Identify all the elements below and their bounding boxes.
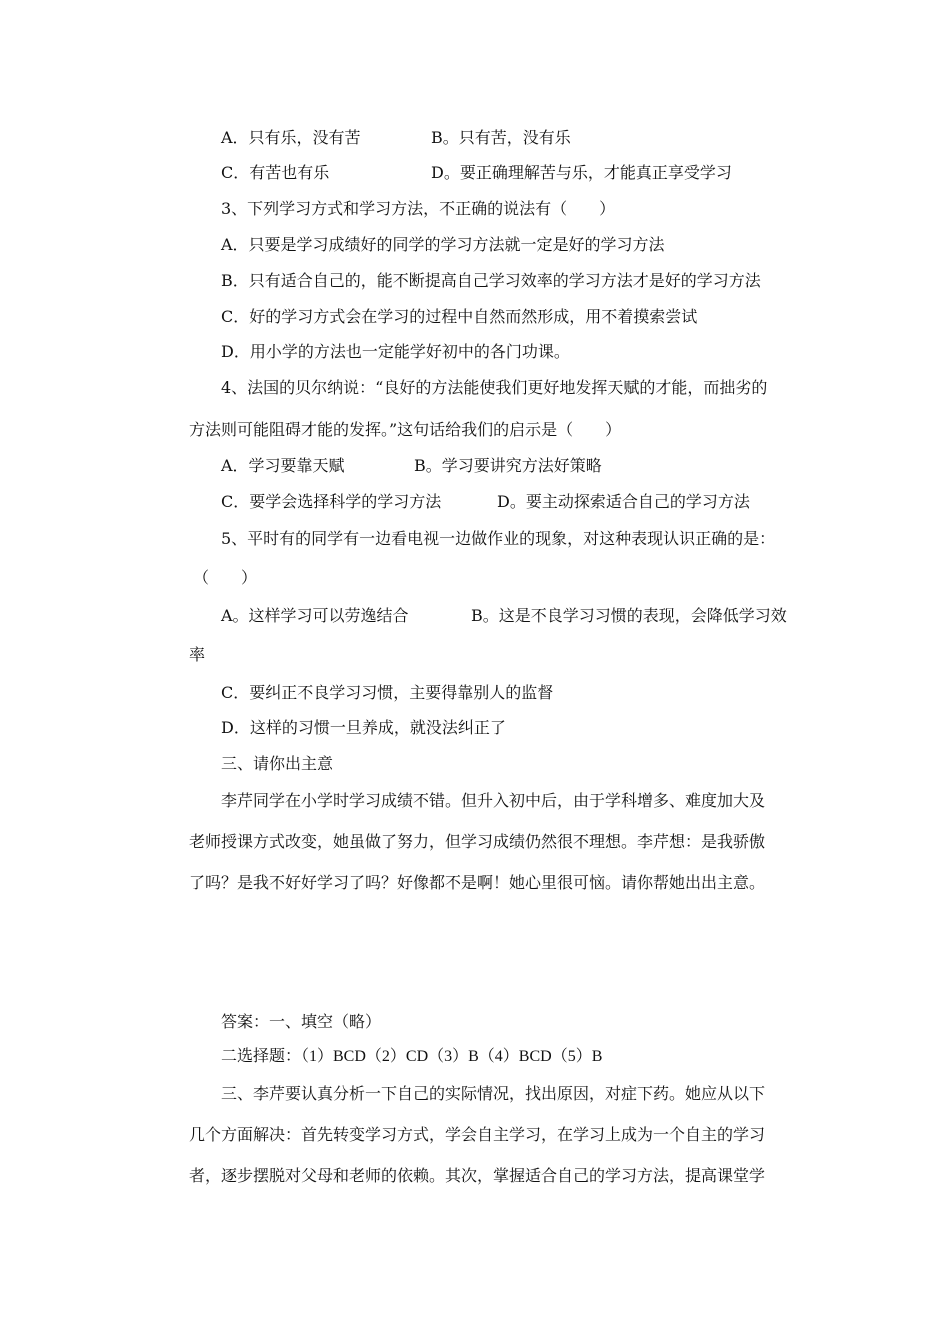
section3-heading: 三、请你出主意 xyxy=(221,754,334,773)
q5-option-c: C．要纠正不良学习习惯，主要得靠别人的监督 xyxy=(221,683,554,702)
q5-option-d: D．这样的习惯一旦养成，就没法纠正了 xyxy=(221,718,506,737)
q3-option-d: D．用小学的方法也一定能学好初中的各门功课。 xyxy=(221,342,570,361)
q5-option-b-line-2: 率 xyxy=(189,645,206,664)
q4-option-c: C．要学会选择科学的学习方法 xyxy=(221,492,442,511)
q2-option-a: A．只有乐，没有苦 xyxy=(221,128,361,147)
section3-paragraph-line-3: 了吗？是我不好好学习了吗？好像都不是啊！她心里很可恼。请你帮她出出主意。 xyxy=(189,873,766,892)
answers-paragraph-line-2: 几个方面解决：首先转变学习方式，学会自主学习，在学习上成为一个自主的学习 xyxy=(189,1125,766,1144)
q3-option-a: A．只要是学习成绩好的同学的学习方法就一定是好的学习方法 xyxy=(221,235,665,254)
q5-option-a: A。这样学习可以劳逸结合 xyxy=(221,606,409,625)
q2-option-c: C．有苦也有乐 xyxy=(221,163,330,182)
q4-option-d: D。要主动探索适合自己的学习方法 xyxy=(497,492,750,511)
answers-line-1: 答案：一、填空（略） xyxy=(221,1012,382,1031)
q4-stem-line-1: 4、法国的贝尔纳说：“良好的方法能使我们更好地发挥天赋的才能，而拙劣的 xyxy=(221,378,768,397)
answers-paragraph-line-3: 者，逐步摆脱对父母和老师的依赖。其次，掌握适合自己的学习方法，提高课堂学 xyxy=(189,1166,766,1185)
section3-paragraph-line-1: 李芹同学在小学时学习成绩不错。但升入初中后，由于学科增多、难度加大及 xyxy=(221,791,766,810)
q3-stem: 3、下列学习方式和学习方法，不正确的说法有（ ） xyxy=(221,199,616,218)
answers-paragraph-line-1: 三、李芹要认真分析一下自己的实际情况，找出原因，对症下药。她应从以下 xyxy=(221,1084,766,1103)
q5-stem-line-2: （ ） xyxy=(193,568,258,587)
q3-option-c: C．好的学习方式会在学习的过程中自然而然形成，用不着摸索尝试 xyxy=(221,307,698,326)
section3-paragraph-line-2: 老师授课方式改变，她虽做了努力，但学习成绩仍然很不理想。李芹想：是我骄傲 xyxy=(189,832,766,851)
q2-option-b: B。只有苦，没有乐 xyxy=(431,128,571,147)
q4-option-a: A．学习要靠天赋 xyxy=(221,456,345,475)
q5-option-b-line-1: B。这是不良学习习惯的表现，会降低学习效 xyxy=(471,606,787,625)
q2-option-d: D。要正确理解苦与乐，才能真正享受学习 xyxy=(431,163,732,182)
answers-line-2: 二选择题：（1）BCD（2）CD（3）B（4）BCD（5）B xyxy=(221,1048,603,1065)
q4-stem-line-2: 方法则可能阻碍才能的发挥。”这句话给我们的启示是（ ） xyxy=(189,420,622,439)
q3-option-b: B．只有适合自己的，能不断提高自己学习效率的学习方法才是好的学习方法 xyxy=(221,271,761,290)
q4-option-b: B。学习要讲究方法好策略 xyxy=(414,456,602,475)
q5-stem-line-1: 5、平时有的同学有一边看电视一边做作业的现象，对这种表现认识正确的是： xyxy=(221,529,776,548)
